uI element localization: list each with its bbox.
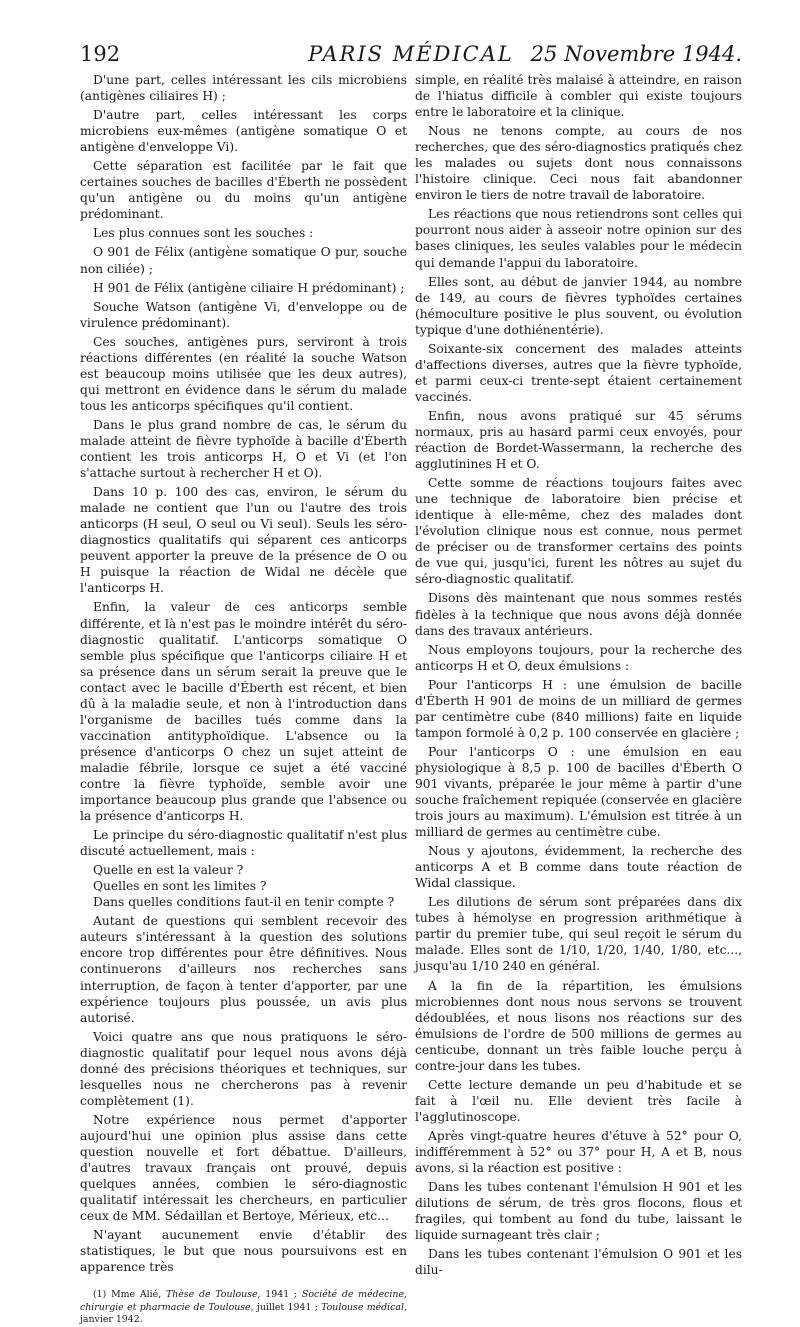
paragraph: D'une part, celles intéressant les cils microbiens (antigènes ciliaires H) ;	[80, 73, 407, 104]
paragraph: Ces souches, antigènes purs, serviront à trois réactions différentes (en réalité la souche Watson est beaucoup moins utilisée que les deux autres), qui mettront en évidence dans le sérum du malade tous les anticorps spécifiques qu'il contient.	[80, 334, 407, 413]
paragraph: Notre expérience nous permet d'apporter aujourd'hui une opinion plus assise dans cette question nouvelle et fort débattue. D'ailleurs, d'autres travaux français ont prouvé, depuis quelques années, combien le séro-diagnostic qualitatif intéressait les chercheurs, en particulier ceux de MM. Sédaillan et Bertoye, Mérieux, etc...	[80, 1112, 407, 1224]
paragraph: simple, en réalité très malaisé à atteindre, en raison de l'hiatus difficile à combler qui existe toujours entre le laboratoire et la clinique.	[415, 73, 742, 120]
page-header	[80, 40, 742, 70]
paragraph: Cette somme de réactions toujours faites avec une technique de laboratoire bien précise et identique à elle-même, chez des malades dont l'évolution clinique nous est connue, nous permet de préciser ou de transformer certains des points de vue qui, jusqu'ici, furent les nôtres au sujet du séro-diagnostic qualitatif.	[415, 476, 742, 587]
paragraph: H 901 de Félix (antigène ciliaire H prédominant) ;	[93, 280, 405, 295]
paragraph: Autant de questions qui semblent recevoir des auteurs s'intéressant à la question des solutions encore trop différentes pour être définitives. Nous continuerons d'ailleurs nos recherches sans interruption, de façon à tenter d'apporter, par une expérience toujours plus poussée, un avis plus autorisé.	[80, 914, 407, 1025]
paragraph: Les dilutions de sérum sont préparées dans dix tubes à hémolyse en progression arithmétique à partir du premier tube, qui seul reçoit le sérum du malade. Elles sont de 1/10, 1/20, 1/40, 1/80, etc..., jusqu'au 1/10 240 en général.	[415, 895, 742, 974]
paragraph: Souche Watson (antigène Vi, d'enveloppe ou de virulence prédominant).	[80, 299, 407, 330]
journal-title: PARIS MÉDICAL	[308, 42, 514, 66]
page-number: 192	[80, 42, 121, 66]
footnote-text: , 1941 ;	[257, 1289, 302, 1301]
paragraph: Pour l'anticorps H : une émulsion de bacille d'Éberth H 901 de moins de un milliard de germes par centimètre cube (840 millions) faite en liquide tampon formolé à 0,2 p. 100 conservée en glacière ;	[415, 677, 742, 740]
paragraph: O 901 de Félix (antigène somatique O pur, souche non ciliée) ;	[80, 245, 407, 276]
paragraph: Les réactions que nous retiendrons sont celles qui pourront nous aider à asseoir notre opinion sur des bases cliniques, les seules valables pour le médecin qui demande l'appui du laboratoire.	[415, 207, 742, 270]
paragraph: Dans le plus grand nombre de cas, le sérum du malade atteint de fièvre typhoïde à bacille d'Éberth contient les trois anticorps H, O et Vi (et l'on s'attache surtout à rechercher H et O).	[80, 417, 407, 481]
right-column	[415, 72, 742, 1281]
paragraph: Dans les tubes contenant l'émulsion H 901 et les dilutions de sérum, de très gros flocons, flous et fragiles, qui tombent au fond du tube, laissant le liquide surnageant très clair ;	[415, 1180, 742, 1243]
left-column	[80, 72, 407, 1327]
paragraph: Elles sont, au début de janvier 1944, au nombre de 149, au cours de fièvres typhoïdes certaines (hémoculture positive le plus souvent, ou évolution typique d'une dothiénentérie).	[415, 274, 742, 337]
footnote-text: , juillet 1941 ;	[250, 1301, 322, 1313]
paragraph: Disons dès maintenant que nous sommes restés fidèles à la technique que nous avons déjà donnée dans des travaux antérieurs.	[415, 591, 742, 638]
footnote-journal: Toulouse médical	[321, 1301, 404, 1313]
paragraph: Nous ne tenons compte, au cours de nos recherches, que des séro-diagnostics pratiqués chez les malades ou sujets dont nous connaissons l'histoire clinique. Ceci nous fait abandonner environ le tiers de notre travail de laboratoire.	[415, 124, 742, 203]
paragraph: Nous y ajoutons, évidemment, la recherche des anticorps A et B comme dans toute réaction de Widal classique.	[415, 844, 742, 891]
issue-date: 25 Novembre 1944.	[530, 42, 742, 66]
paragraph: D'autre part, celles intéressant les corps microbiens eux-mêmes (antigène somatique O et antigène d'enveloppe Vi).	[80, 108, 407, 155]
paragraph: Voici quatre ans que nous pratiquons le séro-diagnostic qualitatif pour lequel nous avons déjà donné des précisions théoriques et techniques, sur lesquelles nous ne chercherons pas à revenir complètement (1).	[80, 1029, 407, 1108]
footnote-text: , janvier 1942.	[80, 1301, 407, 1326]
footnote-thesis: Thèse de Toulouse	[165, 1289, 258, 1301]
paragraph: Dans les tubes contenant l'émulsion O 901 et les dilu-	[415, 1247, 742, 1278]
paragraph: Les plus connues sont les souches :	[93, 226, 314, 241]
paragraph: Nous employons toujours, pour la recherche des anticorps H et O, deux émulsions :	[415, 642, 742, 673]
paragraph: Pour l'anticorps O : une émulsion en eau physiologique à 8,5 p. 100 de bacilles d'Éberth O 901 vivants, préparée le jour même à partir d'une souche fraîchement repiquée (conservée en glacière trois jours au maximum). L'émulsion est titrée à un milliard de germes au centimètre cube.	[415, 744, 742, 840]
paragraph: Cette lecture demande un peu d'habitude et se fait à l'œil nu. Elle devient très facile à l'agglutinoscope.	[415, 1077, 742, 1124]
footnote	[80, 1289, 407, 1327]
paragraph: Soixante-six concernent des malades atteints d'affections diverses, autres que la fièvre typhoïde, et parmi ceux-ci trente-sept étaient certainement vaccinés.	[415, 341, 742, 404]
question-line: Dans quelles conditions faut-il en tenir compte ?	[93, 895, 395, 910]
footnote-prefix: (1) Mme Alié,	[93, 1289, 166, 1301]
paragraph: N'ayant aucunement envie d'établir des statistiques, le but que nous poursuivons est en apparence très	[80, 1228, 407, 1275]
footnote-society: Société de médecine, chirurgie et pharmacie de Toulouse	[80, 1289, 407, 1313]
paragraph: Enfin, la valeur de ces anticorps semble différente, et là n'est pas le moindre intérêt du séro-diagnostic qualitatif. L'anticorps somatique O semble plus spécifique que l'anticorps ciliaire H et sa présence dans un sérum serait la preuve que le contact avec le bacille d'Éberth est récent, et bien dû à la maladie seule, et non à l'introduction dans l'organisme de bacilles tués comme dans la vaccination antityphoïdique. L'absence ou la présence d'anticorps O chez un sujet atteint de maladie fébrile, lorsque ce sujet a été vacciné contre la fièvre typhoïde, semble avoir une importance beaucoup plus grande que l'absence ou la présence d'anticorps H.	[80, 600, 407, 824]
paragraph: Dans 10 p. 100 des cas, environ, le sérum du malade ne contient que l'un ou l'autre des trois anticorps (H seul, O seul ou Vi seul). Seuls les séro-diagnostics qualitatifs qui séparent ces anticorps peuvent apporter la preuve de la présence de O ou H puisque la réaction de Widal ne décèle que l'anticorps H.	[80, 485, 407, 596]
question-line: Quelles en sont les limites ?	[93, 879, 267, 894]
paragraph: Enfin, nous avons pratiqué sur 45 sérums normaux, pris au hasard parmi ceux envoyés, pour réaction de Bordet-Wassermann, la recherche des agglutinines H et O.	[415, 408, 742, 472]
paragraph: Cette séparation est facilitée par le fait que certaines souches de bacilles d'Éberth ne possèdent qu'un antigène ou du moins qu'un antigène prédominant.	[80, 159, 407, 222]
question-line: Quelle en est la valeur ?	[93, 863, 244, 878]
paragraph: A la fin de la répartition, les émulsions microbiennes dont nous nous servons se trouvent dédoublées, et nous lisons nos réactions sur des émulsions de l'ordre de 500 millions de germes au centicube, donnant un très faible louche perçu à contre-jour dans les tubes.	[415, 978, 742, 1073]
paragraph: Après vingt-quatre heures d'étuve à 52° pour O, indifféremment à 52° ou 37° pour H, A et B, nous avons, si la réaction est positive :	[415, 1128, 742, 1176]
paragraph: Le principe du séro-diagnostic qualitatif n'est plus discuté actuellement, mais :	[80, 828, 407, 859]
